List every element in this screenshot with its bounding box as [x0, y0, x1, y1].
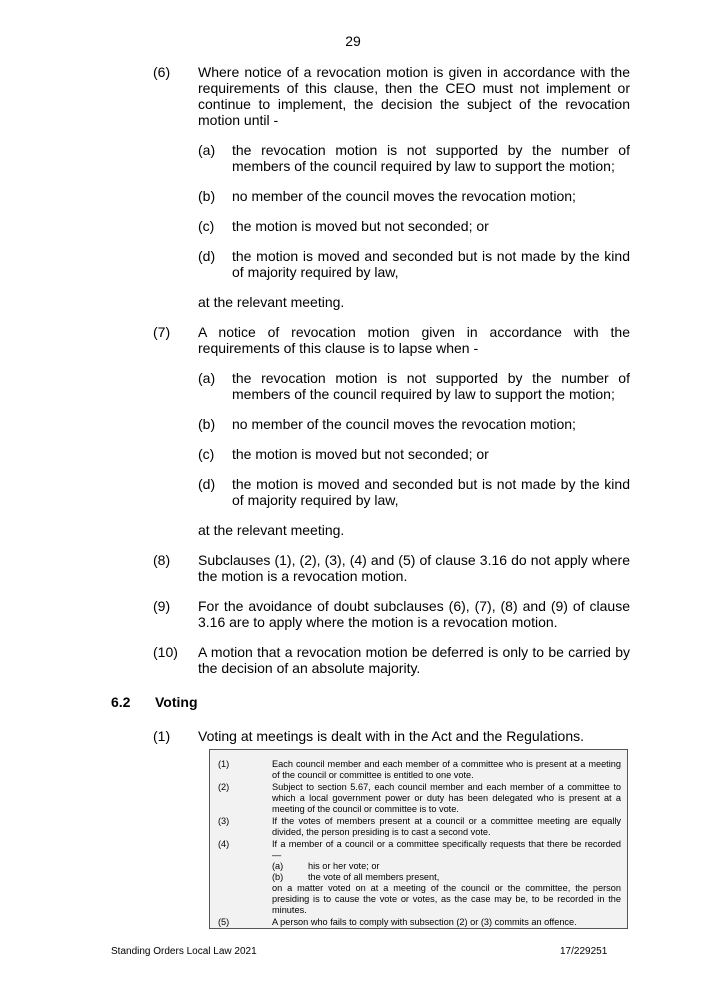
- paragraph-number: (b): [198, 188, 216, 204]
- extract-row-number: (4): [218, 839, 230, 849]
- footer-reference: 17/229251: [560, 946, 608, 957]
- extract-row-text: Subject to section 5.67, each council member and each member of a committee to which a local government power or duty has been delegated who is present at a meeting of the council or committee is to vote.: [272, 782, 621, 814]
- extract-row-text: A person who fails to comply with subsection (2) or (3) commits an offence.: [272, 917, 577, 927]
- extract-row: [218, 839, 621, 916]
- subclause-text: Where notice of a revocation motion is given in accordance with the requirements of this clause, then the CEO must not implement or continue to implement, the decision the subject of the revocation motion until -: [198, 64, 630, 128]
- paragraph-number: (d): [198, 248, 216, 264]
- paragraph-text: the revocation motion is not supported by the number of members of the council required by law to support the motion;: [232, 142, 630, 174]
- subclause-text: A motion that a revocation motion be deferred is only to be carried by the decision of an absolute majority.: [198, 644, 630, 676]
- subclause-7-tail: at the relevant meeting.: [198, 522, 345, 538]
- paragraph-7d: [0, 476, 630, 508]
- extract-row-text: Each council member and each member of a committee who is present at a meeting of the council or committee is entitled to one vote.: [272, 759, 621, 780]
- paragraph-text: the motion is moved and seconded but is not made by the kind of majority required by law,: [232, 248, 630, 280]
- section-number: 6.2: [111, 694, 131, 710]
- paragraph-text: the motion is moved but not seconded; or: [232, 446, 489, 462]
- extract-row: [218, 782, 621, 815]
- paragraph-text: the motion is moved but not seconded; or: [232, 218, 489, 234]
- subclause-text: Subclauses (1), (2), (3), (4) and (5) of clause 3.16 do not apply where the motion is a revocation motion.: [198, 552, 630, 584]
- extract-subitem-text: the vote of all members present,: [308, 872, 440, 882]
- extract-row-number: (3): [218, 816, 230, 826]
- subclause-number: (9): [153, 598, 171, 614]
- paragraph-6a: [0, 142, 630, 174]
- paragraph-6d: [0, 248, 630, 280]
- paragraph-number: (a): [198, 370, 216, 386]
- page-number: 29: [345, 33, 361, 49]
- section-heading: [0, 694, 706, 710]
- subclause-text: Voting at meetings is dealt with in the Act and the Regulations.: [198, 728, 585, 744]
- subclause-9: [0, 598, 630, 630]
- paragraph-7b: [0, 416, 630, 432]
- subclause-text: For the avoidance of doubt subclauses (6), (7), (8) and (9) of clause 3.16 are to apply where the motion is a revocation motion.: [198, 598, 630, 630]
- subclause-10: [0, 644, 630, 676]
- subclause-number: (1): [153, 728, 171, 744]
- subclause-6: [0, 64, 630, 128]
- paragraph-text: no member of the council moves the revocation motion;: [232, 188, 576, 204]
- paragraph-text: the motion is moved and seconded but is not made by the kind of majority required by law,: [232, 476, 630, 508]
- section-title: Voting: [155, 694, 198, 710]
- footer-title: Standing Orders Local Law 2021: [111, 946, 257, 957]
- paragraph-6c: [0, 218, 630, 234]
- paragraph-number: (c): [198, 218, 215, 234]
- extract-row-text: If a member of a council or a committee specifically requests that there be recorded —: [272, 839, 621, 860]
- extract-subitem-number: (b): [272, 872, 284, 882]
- extract-row: [218, 759, 621, 781]
- act-extract-box: [209, 749, 628, 929]
- subclause-number: (7): [153, 324, 171, 340]
- subclause-number: (6): [153, 64, 171, 80]
- paragraph-7c: [0, 446, 630, 462]
- extract-row-number: (2): [218, 782, 230, 792]
- extract-row: [218, 917, 621, 928]
- voting-subclause-1: [0, 728, 630, 744]
- paragraph-number: (c): [198, 446, 215, 462]
- subclause-6-tail: at the relevant meeting.: [198, 294, 345, 310]
- extract-row-text: If the votes of members present at a council or a committee meeting are equally divided, the person presiding is to cast a second vote.: [272, 816, 621, 837]
- subclause-number: (8): [153, 552, 171, 568]
- subclause-8: [0, 552, 630, 584]
- paragraph-number: (b): [198, 416, 216, 432]
- paragraph-6b: [0, 188, 630, 204]
- extract-subitem: [272, 872, 621, 883]
- extract-row-number: (5): [218, 917, 230, 927]
- extract-row: [218, 816, 621, 838]
- paragraph-text: no member of the council moves the revocation motion;: [232, 416, 576, 432]
- paragraph-number: (a): [198, 142, 216, 158]
- extract-row-after-text: on a matter voted on at a meeting of the council or the committee, the person presiding is to cause the vote or votes, as the case may be, to be recorded in the minutes.: [272, 883, 621, 915]
- paragraph-number: (d): [198, 476, 216, 492]
- subclause-7: [0, 324, 630, 356]
- paragraph-text: the revocation motion is not supported by the number of members of the council required by law to support the motion;: [232, 370, 630, 402]
- extract-subitem-number: (a): [272, 861, 284, 871]
- extract-subitem-text: his or her vote; or: [308, 861, 380, 871]
- document-body: [0, 64, 706, 758]
- extract-subitem: [272, 861, 621, 872]
- paragraph-7a: [0, 370, 630, 402]
- extract-row-number: (1): [218, 759, 230, 769]
- subclause-text: A notice of revocation motion given in accordance with the requirements of this clause is to lapse when -: [198, 324, 630, 356]
- subclause-number: (10): [153, 644, 178, 660]
